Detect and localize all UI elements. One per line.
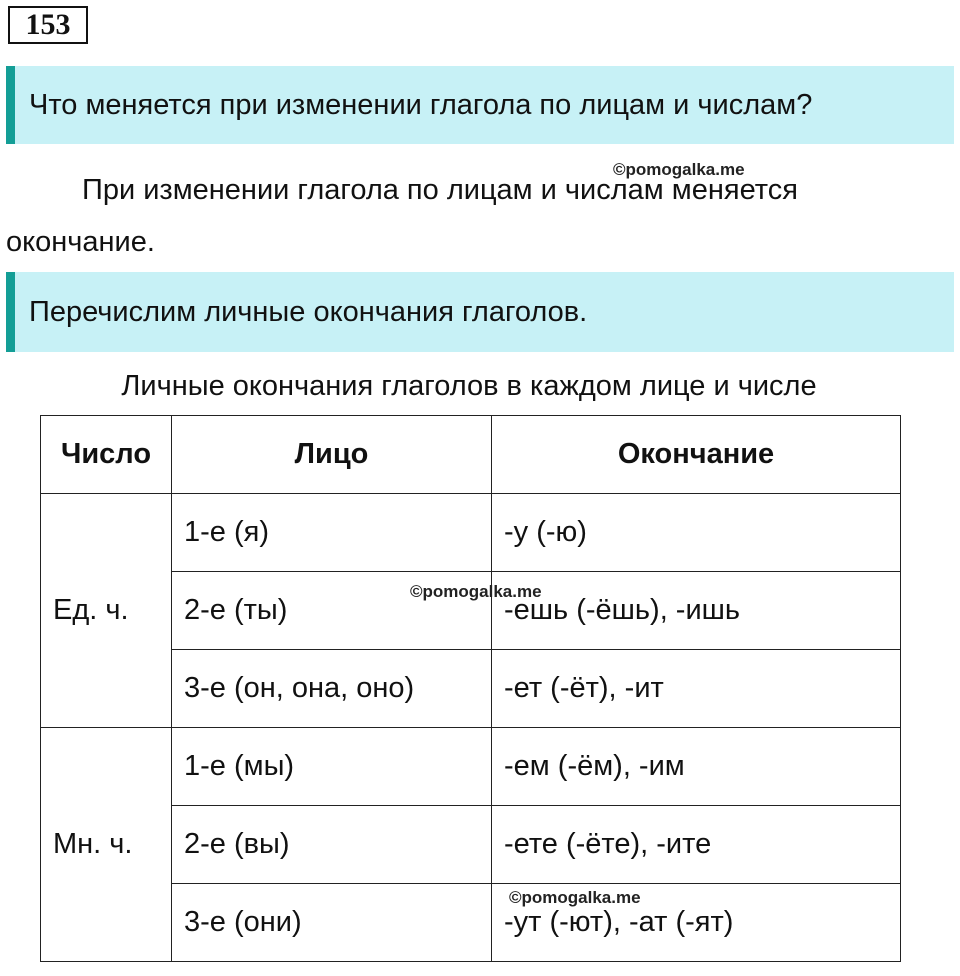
number-cell-singular: Ед. ч. [41,494,172,728]
ending-cell: -ет (-ёт), -ит [492,650,901,728]
task-number-box: 153 [8,6,88,44]
person-cell: 2-е (ты) [172,572,492,650]
person-cell: 1-е (я) [172,494,492,572]
person-cell: 2-е (вы) [172,806,492,884]
question-text: Что меняется при изменении глагола по лицам и числам? [29,88,813,121]
table-row [41,494,901,572]
watermark: ©pomogalka.me [613,160,745,179]
watermark: ©pomogalka.me [410,582,542,601]
ending-cell: -ем (-ём), -им [492,728,901,806]
instruction-bar [6,272,954,352]
ending-cell: -ешь (-ёшь), -ишь [492,572,901,650]
endings-table [40,415,901,962]
header-ending: Окончание [492,416,901,494]
ending-cell: -ете (-ёте), -ите [492,806,901,884]
table-caption: Личные окончания глаголов в каждом лице и числе [121,370,817,402]
instruction-text: Перечислим личные окончания глаголов. [29,295,588,328]
person-cell: 3-е (они) [172,884,492,962]
number-cell-plural: Мн. ч. [41,728,172,962]
header-person: Лицо [172,416,492,494]
answer-paragraph: При изменении глагола по лицам и числам меняется окончание. [6,174,798,258]
person-cell: 1-е (мы) [172,728,492,806]
ending-cell: -ут (-ют), -ат (-ят) [492,884,901,962]
watermark: ©pomogalka.me [509,888,641,907]
person-cell: 3-е (он, она, оно) [172,650,492,728]
table-row [41,728,901,806]
table-header-row [41,416,901,494]
ending-cell: -у (-ю) [492,494,901,572]
question-bar [6,66,954,144]
header-number: Число [41,416,172,494]
